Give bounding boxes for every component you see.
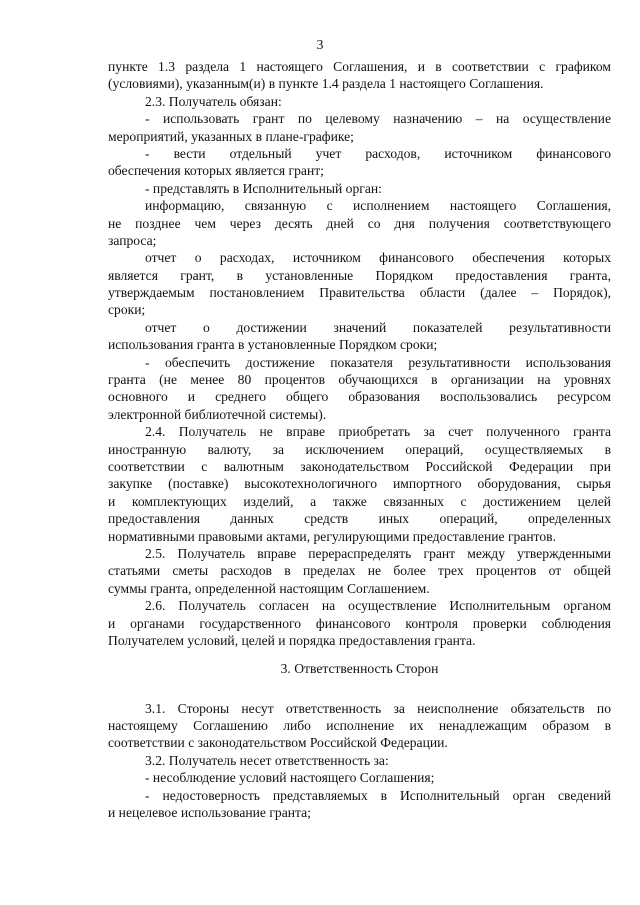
text-line: - вести отдельный учет расходов, источником финансового	[145, 145, 611, 161]
text-line: соответствии с валютным законодательством Российской Федерации при	[108, 458, 611, 474]
text-line: суммы гранта, определенной настоящим Соглашением.	[108, 580, 430, 596]
section-heading: 3. Ответственность Сторон	[280, 661, 439, 677]
text-line: информацию, связанную с исполнением настоящего Соглашения,	[145, 198, 611, 214]
text-line: 3.1. Стороны несут ответственность за неисполнение обязательств по	[145, 700, 611, 716]
text-line: основного и среднего общего образования воспользовались ресурсом	[108, 389, 611, 405]
section-2-text	[108, 58, 611, 649]
section-3-text	[108, 700, 611, 822]
text-line: сроки;	[108, 302, 146, 318]
text-line: 2.4. Получатель не вправе приобретать за счет полученного гранта	[145, 424, 611, 440]
text-line: утверждаемым постановлением Правительства области (далее – Порядок),	[108, 285, 611, 301]
text-line: 2.3. Получатель обязан:	[145, 93, 282, 109]
text-line: обеспечения которых является грант;	[108, 163, 324, 179]
text-line: гранта (не менее 80 процентов обучающихся в организации на уровнях	[108, 372, 611, 388]
text-line: отчет о достижении значений показателей результативности	[145, 319, 611, 335]
text-line: Получателем условий, целей и порядка предоставления гранта.	[108, 632, 476, 648]
text-line: отчет о расходах, источником финансового обеспечения которых	[145, 250, 611, 266]
text-line: пункте 1.3 раздела 1 настоящего Соглашения, и в соответствии с графиком	[108, 59, 611, 74]
text-line: закупке (поставке) высокотехнологичного импортного оборудования, сырья	[108, 476, 611, 492]
text-line: не позднее чем через десять дней со дня получения соответствующего	[108, 215, 611, 231]
text-line: запроса;	[108, 232, 157, 248]
text-line: и органами государственного финансового контроля проверки соблюдения	[108, 615, 611, 631]
text-line: - использовать грант по целевому назначению – на осуществление	[145, 111, 611, 127]
page-number: 3	[316, 37, 324, 52]
text-line: мероприятий, указанных в плане-графике;	[108, 128, 354, 144]
text-line: (условиями), указанным(и) в пункте 1.4 раздела 1 настоящего Соглашения.	[108, 76, 544, 92]
text-line: электронной библиотечной системы).	[108, 406, 327, 422]
text-line: 2.5. Получатель вправе перераспределять грант между утвержденными	[145, 545, 611, 561]
document-body	[108, 58, 611, 821]
text-line: соответствии с законодательством Российской Федерации.	[108, 735, 448, 751]
text-line: настоящему Соглашению либо исполнение их ненадлежащим образом в	[108, 718, 611, 734]
text-line: и комплектующих изделий, а также связанных с достижением целей	[108, 493, 611, 509]
text-line: предоставления данных средств иных операций, определенных	[108, 511, 611, 527]
text-line: - недостоверность представляемых в Исполнительный орган сведений	[145, 787, 611, 803]
text-line: использования гранта в установленные Порядком сроки;	[108, 337, 438, 353]
text-line: статьями сметы расходов в пределах не более трех процентов от общей	[108, 563, 611, 579]
text-line: - представлять в Исполнительный орган:	[145, 180, 382, 196]
text-line: 3.2. Получатель несет ответственность за:	[145, 752, 389, 768]
text-line: 2.6. Получатель согласен на осуществление Исполнительным органом	[145, 598, 611, 614]
text-line: является грант, в установленные Порядком предоставления гранта,	[108, 267, 611, 283]
text-line: иностранную валюту, за исключением операций, осуществляемых в	[108, 441, 611, 457]
text-line: - несоблюдение условий настоящего Соглашения;	[145, 770, 435, 786]
text-line: - обеспечить достижение показателя результативности использования	[145, 354, 611, 370]
text-line: нормативными правовыми актами, регулирующими предоставление грантов.	[108, 528, 556, 544]
text-line: и нецелевое использование гранта;	[108, 805, 311, 821]
